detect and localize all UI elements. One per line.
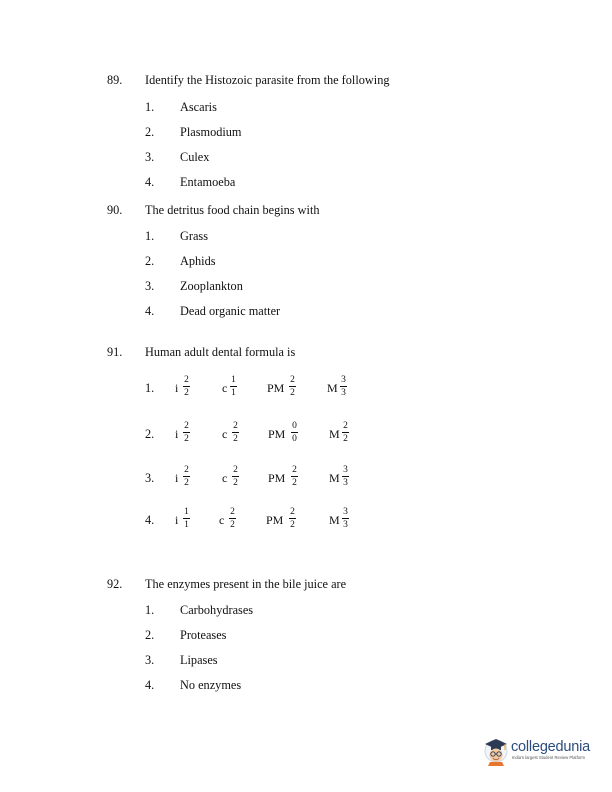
option-number: 2. (145, 254, 155, 268)
incisor-label: i (175, 381, 179, 395)
canine-fraction: 2 2 (230, 507, 235, 530)
question-text: Identify the Histozoic parasite from the following (145, 73, 390, 87)
canine-fraction: 1 1 (231, 375, 236, 398)
option-text: Grass (180, 229, 209, 243)
option-number: 2. (145, 427, 155, 441)
incisor-label: i (175, 471, 179, 485)
canine-fraction: 2 2 (233, 465, 238, 488)
option-number: 4. (145, 304, 155, 318)
option-text: Lipases (180, 653, 218, 667)
premolar-fraction: 2 2 (290, 375, 295, 398)
collegedunia-logo (482, 733, 600, 767)
option-text: Proteases (180, 628, 227, 642)
incisor-label: i (175, 427, 179, 441)
option-number: 4. (145, 175, 155, 189)
option-text: Culex (180, 150, 210, 164)
option-number: 1. (145, 100, 155, 114)
question-number: 91. (107, 345, 123, 359)
option-text: Ascaris (180, 100, 217, 114)
incisor-fraction: 2 2 (184, 465, 189, 488)
canine-label: c (219, 513, 225, 527)
premolar-fraction: 2 2 (290, 507, 295, 530)
option-number: 1. (145, 381, 155, 395)
molar-label: M (329, 513, 340, 527)
premolar-label: PM (268, 471, 286, 485)
incisor-fraction: 2 2 (184, 375, 189, 398)
option-number: 1. (145, 603, 155, 617)
question-text: The enzymes present in the bile juice are (145, 577, 347, 591)
incisor-label: i (175, 513, 179, 527)
canine-label: c (222, 381, 228, 395)
option-text: Dead organic matter (180, 304, 281, 318)
logo-tagline: India's largest Student Review Platform (512, 755, 585, 760)
molar-fraction: 3 3 (341, 375, 346, 398)
incisor-fraction: 1 1 (184, 507, 189, 530)
option-number: 2. (145, 628, 155, 642)
canine-label: c (222, 427, 228, 441)
option-number: 3. (145, 150, 155, 164)
premolar-label: PM (267, 381, 285, 395)
option-number: 3. (145, 471, 155, 485)
premolar-label: PM (266, 513, 284, 527)
graduate-mascot-icon (482, 735, 510, 767)
question-number: 90. (107, 203, 123, 217)
option-number: 3. (145, 653, 155, 667)
option-text: Zooplankton (180, 279, 243, 293)
premolar-label: PM (268, 427, 286, 441)
question-number: 89. (107, 73, 123, 87)
option-text: No enzymes (180, 678, 242, 692)
option-text: Entamoeba (180, 175, 236, 189)
question-number: 92. (107, 577, 123, 591)
molar-label: M (329, 427, 340, 441)
option-number: 4. (145, 678, 155, 692)
option-text: Aphids (180, 254, 216, 268)
option-text: Plasmodium (180, 125, 242, 139)
premolar-fraction: 2 2 (292, 465, 297, 488)
option-number: 2. (145, 125, 155, 139)
option-number: 1. (145, 229, 155, 243)
premolar-fraction: 0 0 (292, 421, 297, 444)
canine-fraction: 2 2 (233, 421, 238, 444)
logo-name: collegedunia (511, 739, 591, 755)
molar-fraction: 3 3 (343, 507, 348, 530)
molar-label: M (329, 471, 340, 485)
question-text: Human adult dental formula is (145, 345, 296, 359)
molar-fraction: 3 3 (343, 465, 348, 488)
question-text: The detritus food chain begins with (145, 203, 320, 217)
molar-label: M (327, 381, 338, 395)
incisor-fraction: 2 2 (184, 421, 189, 444)
option-number: 4. (145, 513, 155, 527)
canine-label: c (222, 471, 228, 485)
option-text: Carbohydrases (180, 603, 254, 617)
molar-fraction: 2 2 (343, 421, 348, 444)
option-number: 3. (145, 279, 155, 293)
